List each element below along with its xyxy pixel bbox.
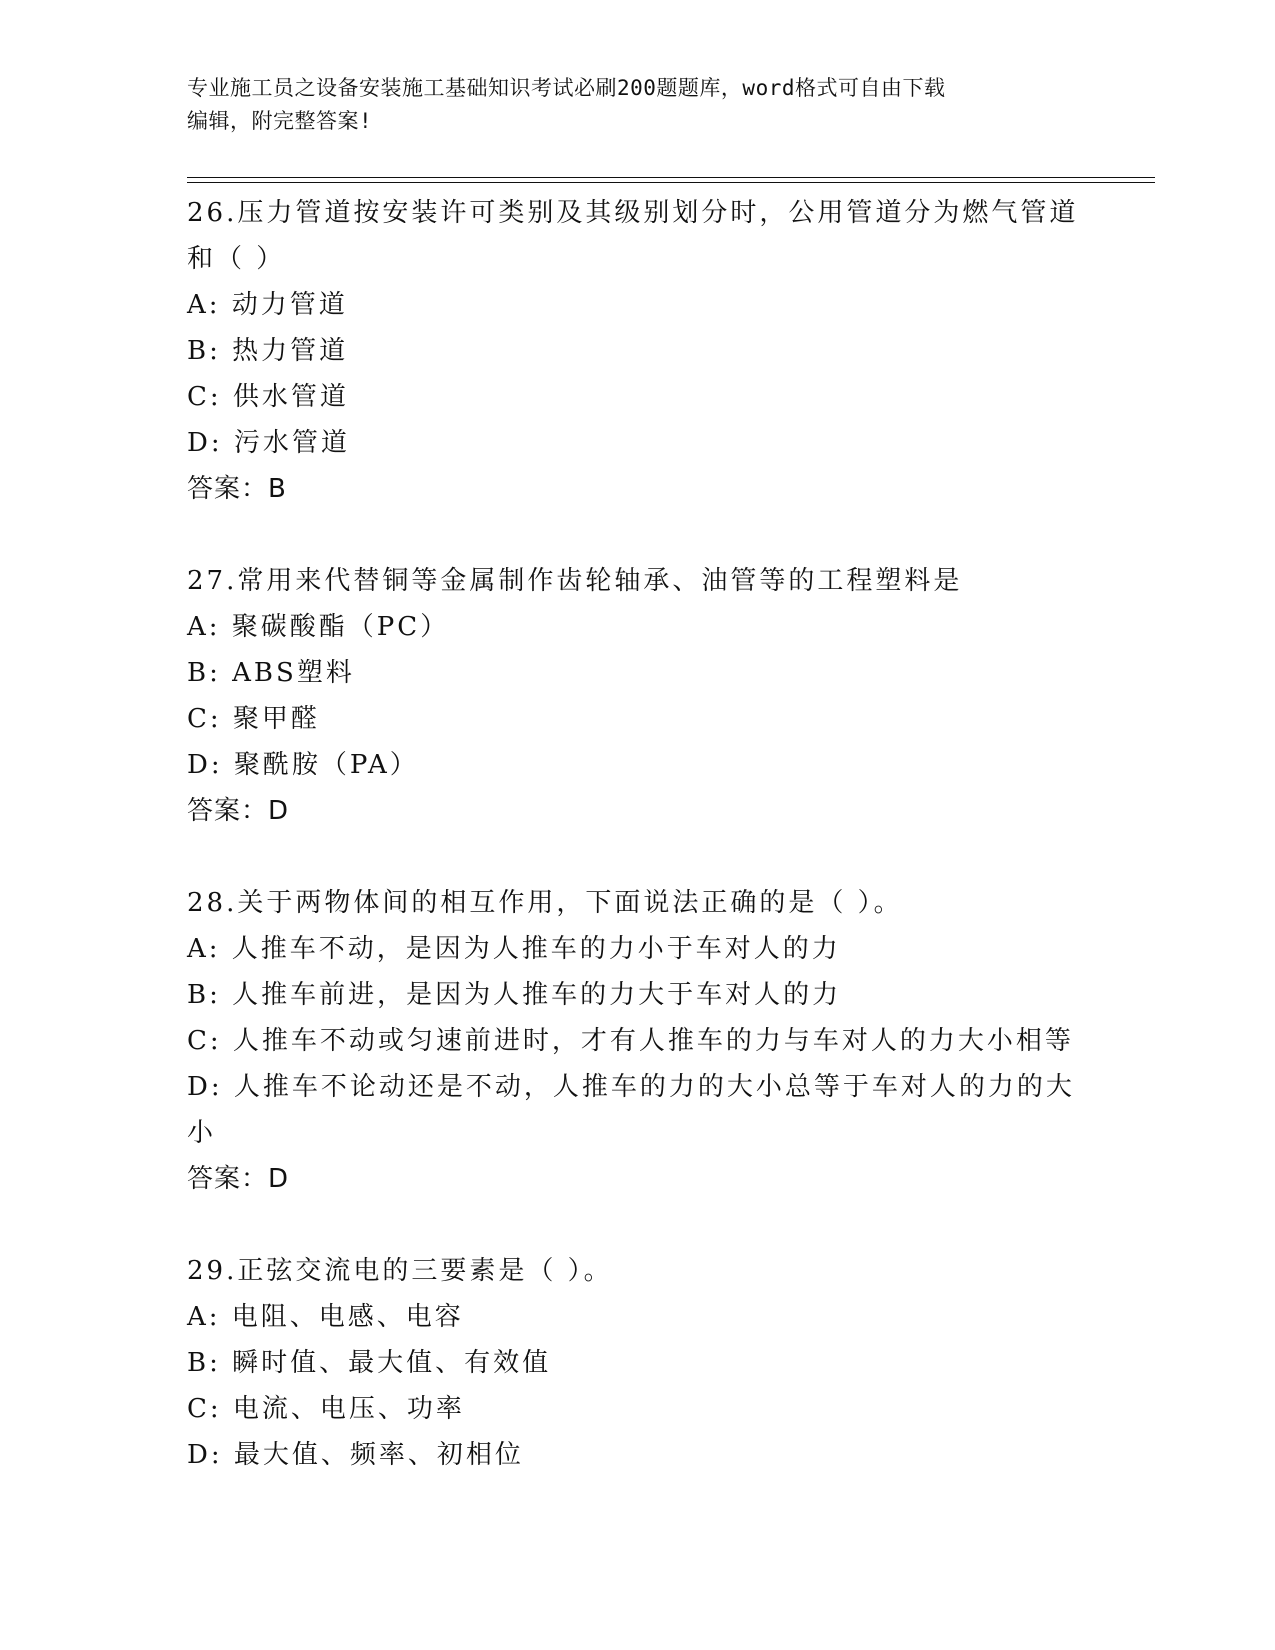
question-text: 26.压力管道按安装许可类别及其级别划分时，公用管道分为燃气管道和（ ） [187,198,1079,274]
document-header [187,72,1087,138]
option-d: D: 最大值、频率、初相位 [187,1440,524,1470]
answer-label: 答案：D [187,1164,290,1194]
option-b: B: 热力管道 [187,336,349,366]
question-item [187,558,1082,834]
option-a: A: 电阻、电感、电容 [187,1302,464,1332]
option-b: B: ABS塑料 [187,658,355,688]
header-line-2: 编辑，附完整答案! [187,109,373,133]
question-text: 29.正弦交流电的三要素是（ ）。 [187,1256,613,1286]
option-c: C: 聚甲醛 [187,704,320,734]
header-line-1: 专业施工员之设备安装施工基础知识考试必刷200题题库，word格式可自由下载 [187,76,946,100]
option-b: B: 瞬时值、最大值、有效值 [187,1348,552,1378]
option-c: C: 人推车不动或匀速前进时，才有人推车的力与车对人的力大小相等 [187,1026,1074,1056]
header-divider-top [187,177,1155,178]
option-a: A: 动力管道 [187,290,348,320]
question-item [187,880,1082,1202]
option-a: A: 人推车不动，是因为人推车的力小于车对人的力 [187,934,841,964]
question-item [187,190,1082,512]
option-d: D: 聚酰胺（PA） [187,750,419,780]
option-c: C: 供水管道 [187,382,349,412]
option-a: A: 聚碳酸酯（PC） [187,612,450,642]
option-d: D: 人推车不论动还是不动，人推车的力的大小总等于车对人的力的大小 [187,1072,1075,1148]
option-c: C: 电流、电压、功率 [187,1394,465,1424]
header-divider-bottom [187,182,1155,183]
question-item [187,1248,1082,1478]
answer-label: 答案：B [187,474,287,504]
question-list [187,190,1082,1524]
option-d: D: 污水管道 [187,428,350,458]
option-b: B: 人推车前进，是因为人推车的力大于车对人的力 [187,980,842,1010]
question-text: 28.关于两物体间的相互作用，下面说法正确的是（ ）。 [187,888,903,918]
answer-label: 答案：D [187,796,290,826]
question-text: 27.常用来代替铜等金属制作齿轮轴承、油管等的工程塑料是 [187,566,963,596]
